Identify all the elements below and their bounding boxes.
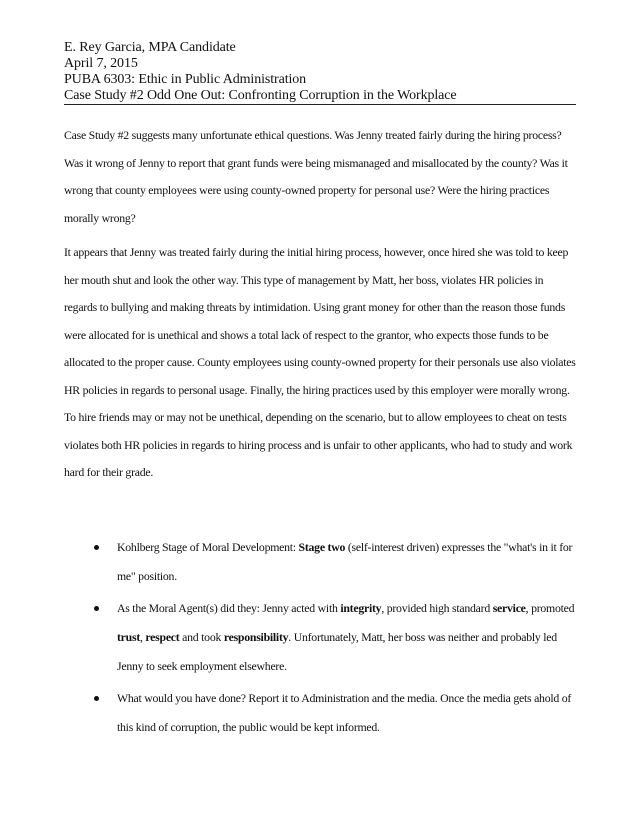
bullet-list (64, 533, 576, 745)
keyword-responsibility: responsibility (223, 630, 289, 644)
date-line: April 7, 2015 (64, 56, 138, 71)
bullet-text: , provided high standard (381, 601, 493, 615)
bullet-text: , promoted (525, 601, 575, 615)
keyword-respect: respect (145, 630, 180, 644)
bullet-text: What would you have done? Report it to Administration and the media. Once the media gets ahold of this kind of corruption, the public would be kept informed. (117, 691, 572, 734)
header-divider (64, 104, 576, 105)
bullet-dot-icon (94, 545, 99, 550)
analysis-paragraph: It appears that Jenny was treated fairly during the initial hiring process, however, once hired she was told to keep her mouth shut and look the other way. This type of management by Matt, her boss, violates HR policies in regards to bullying and making threats by intimidation. Using grant money for other than the reason those funds were allocated for is unethical and shows a total lack of respect to the grantor, who expects those funds to be allocated to the proper cause. County employees using county-owned property for their personals use also violates HR policies in regards to personal usage. Finally, the hiring practices used by this employer were morally wrong. To hire friends may or may not be unethical, depending on the scenario, but to allow employees to cheat on tests violates both HR policies in regards to hiring process and is unfair to other applicants, who had to study and work hard for their grade. (64, 245, 576, 479)
intro-paragraph: Case Study #2 suggests many unfortunate ethical questions. Was Jenny treated fairly during the hiring process? Was it wrong of Jenny to report that grant funds were being mismanaged and misallocated by the county? Was it wrong that county employees were using county-owned property for personal use? Were the hiring practices morally wrong? (64, 128, 568, 225)
bullet-bold-text: Stage two (298, 540, 346, 554)
bullet-item-kohlberg (64, 533, 576, 591)
bullet-dot-icon (94, 606, 99, 611)
bullet-item-moral-agent (64, 594, 576, 681)
author-line: E. Rey Garcia, MPA Candidate (64, 40, 236, 55)
bullet-text: . Unfortunately, Matt, her boss was neither and probably led Jenny to seek employment elsewhere. (117, 630, 557, 673)
bullet-dot-icon (94, 696, 99, 701)
course-line: PUBA 6303: Ethic in Public Administration (64, 72, 307, 87)
bullet-text: , (140, 630, 146, 644)
bullet-text: (self-interest driven) expresses the "what's in it for me" position. (117, 540, 573, 583)
document-header (64, 40, 576, 104)
bullet-item-what-would-you-do (64, 684, 576, 742)
keyword-integrity: integrity (340, 601, 382, 615)
document-body (64, 122, 576, 492)
keyword-service: service (492, 601, 526, 615)
bullet-text: Kohlberg Stage of Moral Development: (117, 540, 299, 554)
case-title-line: Case Study #2 Odd One Out: Confronting Corruption in the Workplace (64, 88, 457, 103)
keyword-trust: trust (117, 630, 140, 644)
bullet-text: As the Moral Agent(s) did they: Jenny acted with (117, 601, 341, 615)
bullet-text: and took (179, 630, 224, 644)
